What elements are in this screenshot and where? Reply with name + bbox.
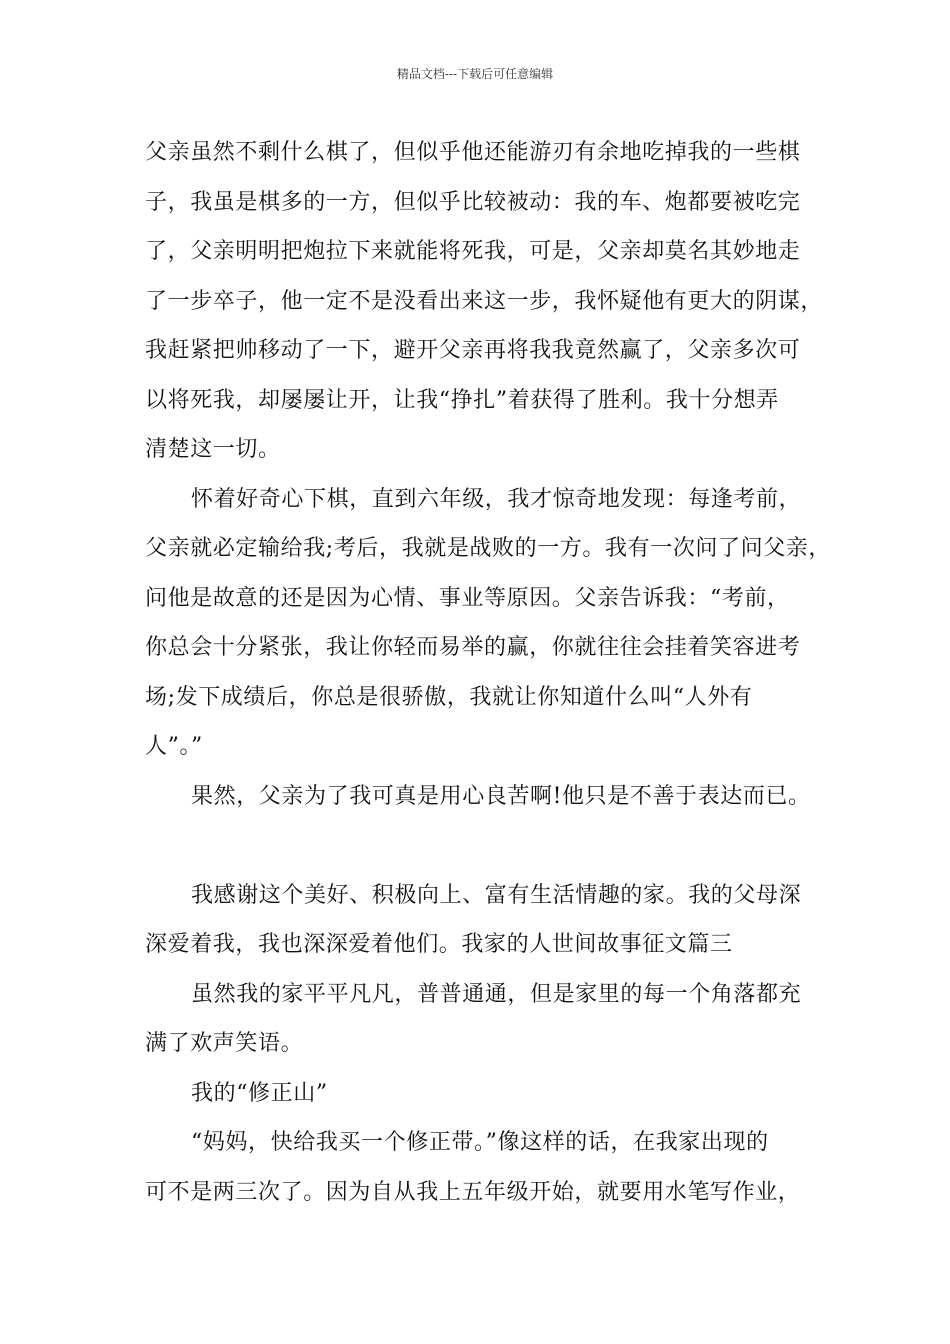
text-line: 果然，父亲为了我可真是用心良苦啊!他只是不善于表达而已。 [191, 783, 811, 809]
text-line: 父亲就必定输给我;考后，我就是战败的一方。我有一次问了问父亲， [145, 536, 832, 561]
paragraph-4 [145, 871, 825, 970]
text-line: 我的“修正山” [191, 1080, 328, 1106]
paragraph-6 [145, 1118, 825, 1217]
text-line: 虽然我的家平平凡凡，普普通通，但是家里的每一个角落都充 [191, 981, 802, 1007]
text-line: 你总会十分紧张，我让你轻而易举的赢，你就往往会挂着笑容进考 [145, 635, 801, 660]
text-line: 我感谢这个美好、积极向上、富有生活情趣的家。我的父母深 [191, 882, 802, 908]
paragraph-5 [145, 970, 825, 1069]
paragraph-1 [145, 128, 825, 475]
document-body [145, 128, 832, 1217]
text-line: 可不是两三次了。因为自从我上五年级开始，就要用水笔写作业， [145, 1179, 801, 1205]
text-line: 父亲虽然不剩什么棋了，但似乎他还能游刃有余地吃掉我的一些棋 [145, 140, 801, 165]
text-line: 以将死我，却屡屡让开，让我“挣扎”着获得了胜利。我十分想弄 [145, 387, 779, 413]
text-line: “妈妈，快给我买一个修正带。”像这样的话，在我家出现的 [191, 1130, 769, 1155]
text-line: 满了欢声笑语。 [145, 1031, 304, 1056]
text-line: 我赶紧把帅移动了一下，避开父亲再将我我竟然赢了，父亲多次可 [145, 338, 801, 363]
page-header: 精品文档---下载后可任意编辑 [396, 67, 554, 81]
paragraph-gap [145, 821, 825, 871]
text-line: 怀着好奇心下棋，直到六年级，我才惊奇地发现：每逢考前， [191, 486, 802, 512]
text-line: 了，父亲明明把炮拉下来就能将死我，可是，父亲却莫名其妙地走 [145, 239, 801, 264]
text-line: 问他是故意的还是因为心情、事业等原因。父亲告诉我：“考前， [145, 585, 790, 611]
text-line: 人”。” [145, 734, 203, 759]
section-heading [145, 1069, 825, 1119]
text-line: 场;发下成绩后，你总是很骄傲，我就让你知道什么叫“人外有 [145, 684, 753, 710]
paragraph-3 [145, 772, 825, 822]
text-line: 子，我虽是棋多的一方，但似乎比较被动：我的车、炮都要被吃完 [145, 189, 801, 215]
paragraph-2 [145, 475, 832, 772]
text-line: 清楚这一切。 [145, 437, 281, 462]
text-line: 深爱着我，我也深深爱着他们。我家的人世间故事征文篇三 [145, 932, 733, 957]
text-line: 了一步卒子，他一定不是没看出来这一步，我怀疑他有更大的阴谋， [145, 288, 824, 314]
